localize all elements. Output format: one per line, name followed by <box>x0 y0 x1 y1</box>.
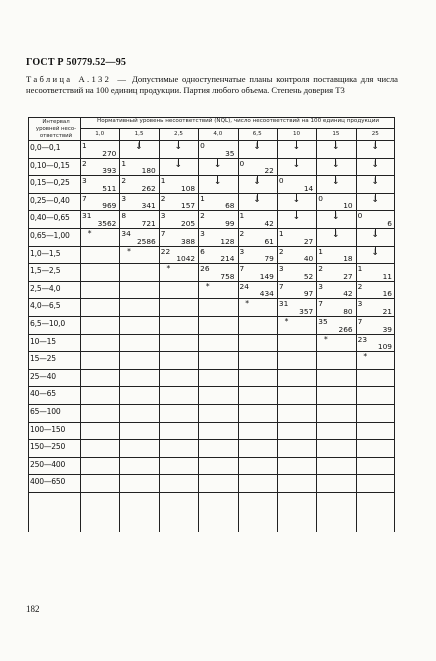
row-label: 25—40 <box>30 371 56 381</box>
acceptance-number: 1 <box>239 211 245 221</box>
acceptance-number: 2 <box>121 176 127 186</box>
acceptance-number: 1 <box>160 176 166 186</box>
arrow-down-icon: ↓ <box>331 230 340 240</box>
arrow-down-icon: ↓ <box>371 247 379 258</box>
row-rule <box>28 386 395 387</box>
acceptance-number: 35 <box>318 317 328 326</box>
sample-size: 214 <box>220 254 235 264</box>
arrow-stem <box>257 176 258 182</box>
sample-size: 42 <box>343 289 353 299</box>
row-rule <box>28 369 395 370</box>
arrow-down-icon: ↓ <box>213 159 222 170</box>
acceptance-number: 1 <box>121 158 127 168</box>
acceptance-number: 31 <box>82 211 92 221</box>
sample-size: 393 <box>102 166 117 176</box>
sample-size: 11 <box>382 271 392 281</box>
stub-header: Интервал уровней несо-ответствий <box>35 119 77 140</box>
acceptance-number: 2 <box>318 264 323 274</box>
arrow-stem <box>335 211 336 217</box>
row-rule <box>28 246 395 247</box>
acceptance-number: 3 <box>200 229 205 238</box>
row-label: 150—250 <box>30 442 66 452</box>
column-header: 15 <box>332 131 340 137</box>
column-rule <box>159 128 160 532</box>
sample-size: 270 <box>102 148 117 158</box>
arrow-stem <box>296 141 297 147</box>
column-header: 4,0 <box>213 131 223 137</box>
column-rule <box>238 128 239 532</box>
sample-size: 511 <box>102 183 117 193</box>
sample-size: 21 <box>382 306 392 316</box>
row-label: 65—100 <box>30 407 61 416</box>
arrow-stem <box>296 211 297 217</box>
table-left-rule <box>28 117 29 532</box>
sample-size: 205 <box>181 218 196 228</box>
acceptance-number: 1 <box>357 264 363 274</box>
row-rule <box>28 263 395 264</box>
arrow-stem <box>335 229 336 235</box>
acceptance-number: 2 <box>160 193 166 203</box>
arrow-stem <box>335 159 336 165</box>
row-label: 1,5—2,5 <box>30 266 61 276</box>
row-label: 0,10—0,15 <box>30 160 70 170</box>
acceptance-number: 7 <box>160 229 166 238</box>
row-rule <box>28 422 395 423</box>
row-rule <box>28 404 395 405</box>
sample-size: 39 <box>382 324 392 334</box>
acceptance-number: 2 <box>200 211 205 221</box>
row-label: 0,40—0,65 <box>30 213 70 223</box>
column-header: 2,5 <box>173 131 183 137</box>
acceptance-number: 26 <box>200 264 210 274</box>
acceptance-number: 0 <box>200 141 205 150</box>
row-label: 6,5—10,0 <box>30 319 65 328</box>
arrow-stem <box>335 176 336 182</box>
sample-size: 3562 <box>97 218 117 228</box>
sample-size: 109 <box>377 342 392 352</box>
row-label: 2,5—4,0 <box>30 283 61 293</box>
acceptance-number: 0 <box>318 193 323 203</box>
row-label: 0,0—0,1 <box>30 143 61 152</box>
arrow-down-icon: ↓ <box>253 194 261 205</box>
arrow-down-icon: ↓ <box>292 142 301 152</box>
row-label: 10—15 <box>30 336 56 346</box>
arrow-stem <box>296 194 297 200</box>
row-rule <box>28 316 395 317</box>
sample-size: 99 <box>225 218 235 228</box>
sample-size: 388 <box>181 236 196 246</box>
arrow-down-icon: ↓ <box>253 142 261 152</box>
sample-size: 434 <box>259 289 274 299</box>
page-number: 182 <box>26 604 40 614</box>
arrow-down-icon: ↓ <box>253 177 261 188</box>
acceptance-number: 6 <box>200 246 205 256</box>
acceptance-number: 2 <box>357 281 363 291</box>
non-applicable-mark: * <box>284 317 289 326</box>
sample-size: 969 <box>102 201 117 211</box>
column-header: 25 <box>371 131 379 137</box>
arrow-stem <box>375 247 376 253</box>
sample-size: 262 <box>141 183 156 193</box>
acceptance-number: 3 <box>318 281 323 291</box>
row-label: 1,0—1,5 <box>30 248 61 258</box>
sample-size: 157 <box>181 201 196 211</box>
sample-size: 27 <box>303 236 314 246</box>
row-rule <box>28 439 395 440</box>
sample-size: 22 <box>264 166 274 176</box>
sample-size: 61 <box>264 236 274 246</box>
sample-size: 68 <box>225 201 235 211</box>
sample-size: 128 <box>220 236 235 246</box>
acceptance-number: 3 <box>278 264 284 274</box>
acceptance-number: 31 <box>278 299 289 309</box>
row-rule <box>28 457 395 458</box>
acceptance-number: 1 <box>278 229 284 238</box>
acceptance-number: 0 <box>278 176 284 186</box>
row-label: 0,25—0,40 <box>30 195 70 205</box>
arrow-down-icon: ↓ <box>135 142 143 152</box>
arrow-stem <box>375 176 376 182</box>
non-applicable-mark: * <box>363 352 368 362</box>
acceptance-number: 1 <box>82 141 87 150</box>
acceptance-number: 7 <box>278 281 284 291</box>
column-header: 10 <box>293 131 301 137</box>
non-applicable-mark: * <box>245 299 249 309</box>
sample-size: 10 <box>343 201 353 211</box>
row-label: 40—65 <box>30 389 56 399</box>
row-rule <box>28 228 395 229</box>
arrow-stem <box>335 141 336 147</box>
column-header: 1,0 <box>95 131 105 137</box>
table-top-rule <box>28 117 80 118</box>
row-label: 15—25 <box>30 354 56 364</box>
row-rule <box>28 474 395 475</box>
sample-size: 6 <box>387 218 392 228</box>
row-label: 400—650 <box>30 477 66 487</box>
arrow-down-icon: ↓ <box>292 159 301 170</box>
arrow-stem <box>375 229 376 235</box>
sample-size: 16 <box>382 289 392 299</box>
arrow-down-icon: ↓ <box>174 159 182 170</box>
nql-header: Нормативный уровень несоответствий (NQL), число несоответствий на 100 единиц продукции <box>97 118 379 124</box>
acceptance-number: 1 <box>200 193 205 203</box>
row-label: 0,15—0,25 <box>30 178 70 188</box>
column-rule <box>119 128 120 532</box>
sample-size: 52 <box>303 271 314 281</box>
sample-size: 758 <box>220 271 235 281</box>
arrow-down-icon: ↓ <box>331 177 340 188</box>
arrow-down-icon: ↓ <box>292 212 301 223</box>
caption-label: Таблица А.132 — <box>26 74 129 84</box>
sample-size: 1042 <box>176 254 196 264</box>
acceptance-number: 24 <box>239 281 249 291</box>
arrow-stem <box>139 141 140 147</box>
column-rule <box>277 128 278 532</box>
row-rule <box>28 334 395 335</box>
column-header: 1,5 <box>134 131 144 137</box>
arrow-down-icon: ↓ <box>174 142 182 152</box>
acceptance-number: 7 <box>318 299 323 309</box>
arrow-stem <box>375 194 376 200</box>
arrow-stem <box>375 141 376 147</box>
acceptance-number: 7 <box>239 264 245 274</box>
table-caption <box>26 74 398 96</box>
row-label: 4,0—6,5 <box>30 301 61 311</box>
arrow-down-icon: ↓ <box>371 230 379 240</box>
acceptance-number: 2 <box>239 229 245 238</box>
row-rule <box>28 281 395 282</box>
sample-size: 14 <box>303 183 314 193</box>
sample-size: 266 <box>338 324 353 334</box>
arrow-down-icon: ↓ <box>371 194 379 205</box>
row-label: 100—150 <box>30 424 66 434</box>
row-rule <box>28 298 395 299</box>
non-applicable-mark: * <box>166 264 171 274</box>
arrow-down-icon: ↓ <box>331 212 340 223</box>
row-rule <box>28 351 395 352</box>
sample-size: 149 <box>259 271 274 281</box>
sample-size: 180 <box>141 166 156 176</box>
acceptance-number: 2 <box>278 246 284 256</box>
document-header: ГОСТ Р 50779.52—95 <box>26 57 127 68</box>
arrow-stem <box>217 159 218 165</box>
non-applicable-mark: * <box>87 229 92 238</box>
arrow-down-icon: ↓ <box>371 177 379 188</box>
acceptance-number: 7 <box>357 317 363 326</box>
arrow-stem <box>217 176 218 182</box>
sample-size: 42 <box>264 218 274 228</box>
arrow-stem <box>257 194 258 200</box>
acceptance-number: 0 <box>239 158 245 168</box>
row-label: 0,65—1,00 <box>30 231 70 240</box>
sample-size: 27 <box>343 271 353 281</box>
acceptance-number: 0 <box>357 211 363 221</box>
caption-text: Допустимые одноступенчатые планы контроля поставщика для числа несоответствий на 100 единиц продукции. Партия любого объема. Степень доверия Т3 <box>26 74 398 95</box>
acceptance-number: 2 <box>82 158 87 168</box>
arrow-down-icon: ↓ <box>292 194 301 205</box>
acceptance-number: 3 <box>160 211 166 221</box>
acceptance-number: 3 <box>121 193 127 203</box>
arrow-down-icon: ↓ <box>213 177 222 188</box>
arrow-stem <box>375 159 376 165</box>
column-header: 6,5 <box>252 131 262 137</box>
acceptance-number: 34 <box>121 229 131 238</box>
non-applicable-mark: * <box>127 246 131 256</box>
arrow-down-icon: ↓ <box>331 159 340 170</box>
acceptance-number: 22 <box>160 246 171 256</box>
non-applicable-mark: * <box>323 334 328 344</box>
sample-size: 79 <box>264 254 274 264</box>
column-rule <box>198 128 199 532</box>
column-rule <box>356 128 357 532</box>
sample-size: 97 <box>303 289 314 299</box>
arrow-stem <box>257 141 258 147</box>
arrow-down-icon: ↓ <box>371 159 379 170</box>
sample-size: 357 <box>299 306 314 316</box>
arrow-down-icon: ↓ <box>371 142 379 152</box>
sample-size: 108 <box>181 183 196 193</box>
sample-size: 18 <box>343 254 353 264</box>
row-rule <box>28 492 395 493</box>
acceptance-number: 3 <box>239 246 245 256</box>
sample-size: 40 <box>303 254 314 264</box>
arrow-stem <box>178 159 179 165</box>
acceptance-number: 23 <box>357 334 368 344</box>
arrow-stem <box>296 159 297 165</box>
acceptance-number: 1 <box>318 246 323 256</box>
arrow-down-icon: ↓ <box>331 142 340 152</box>
row-label: 250—400 <box>30 459 66 469</box>
acceptance-number: 3 <box>357 299 363 309</box>
column-rule <box>316 128 317 532</box>
sample-size: 341 <box>141 201 156 211</box>
arrow-stem <box>178 141 179 147</box>
non-applicable-mark: * <box>205 281 210 291</box>
sample-size: 2586 <box>136 236 156 246</box>
sample-size: 80 <box>343 306 353 316</box>
acceptance-number: 3 <box>82 176 87 186</box>
acceptance-number: 8 <box>121 211 127 221</box>
sample-size: 35 <box>225 148 235 158</box>
acceptance-number: 7 <box>82 193 87 203</box>
sample-size: 721 <box>141 218 156 228</box>
